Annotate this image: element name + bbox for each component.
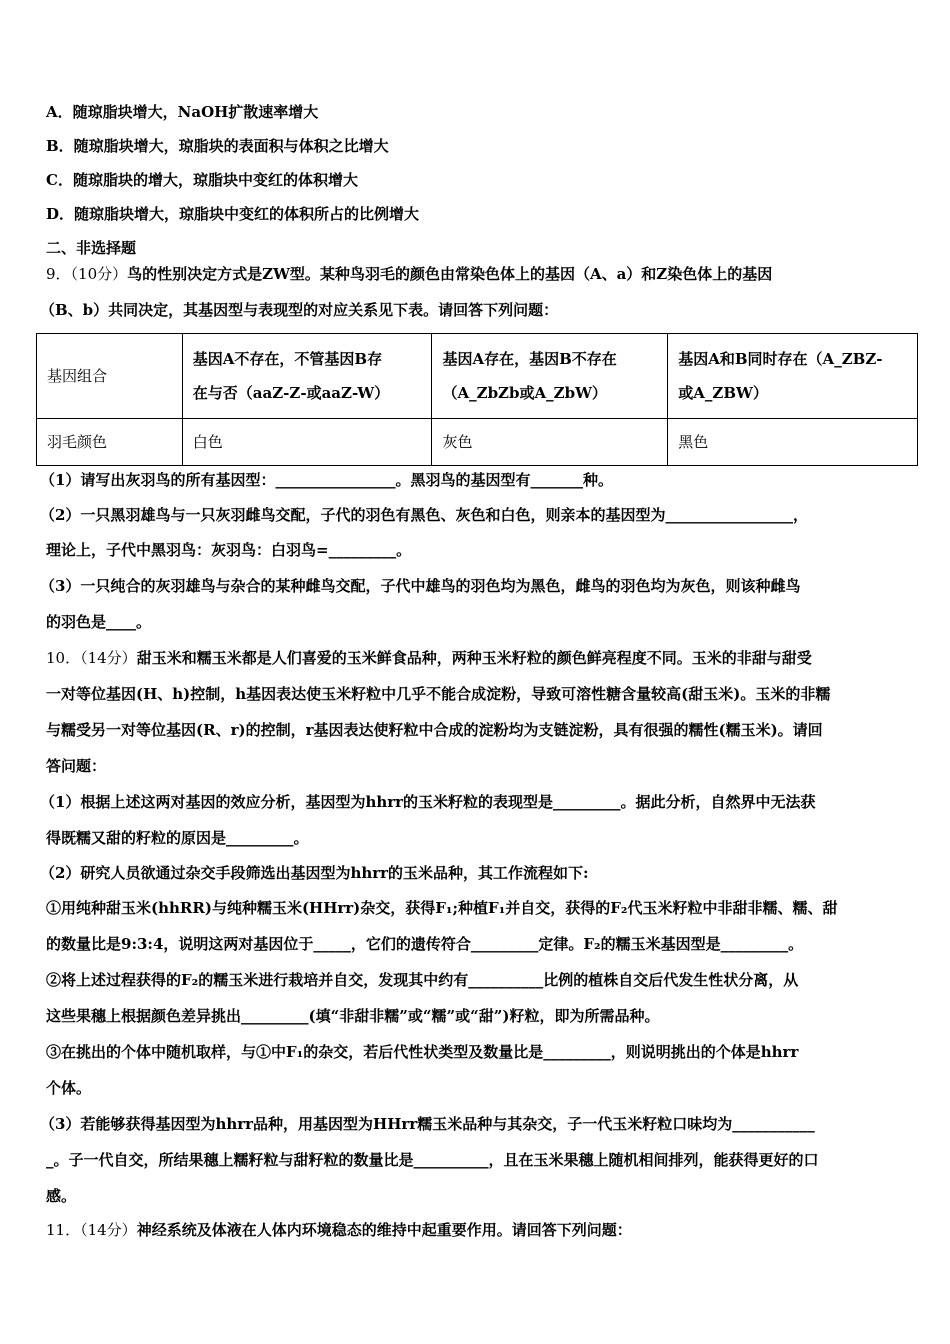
q9-sub3-line2: 的羽色是____。 [46, 613, 152, 631]
q10-sub3-line2: _。子一代自交，所结果穗上糯籽粒与甜籽粒的数量比是__________，且在玉米果穗上随机相间排列，能获得更好的口 [46, 1151, 819, 1169]
table-cell [432, 334, 668, 419]
q10-step1-line2: 的数量比是9:3:4，说明这两对基因位于_____，它们的遗传符合_________定律。F₂的糯玉米基因型是_________。 [46, 935, 804, 953]
q9-stem-text: 鸟的性别决定方式是ZW型。某种鸟羽毛的颜色由常染色体上的基因（A、a）和Z染色体上的基因 [127, 265, 773, 283]
q9-sub2-line1: （2）一只黑羽雄鸟与一只灰羽雌鸟交配，子代的羽色有黑色、灰色和白色，则亲本的基因型为_________________， [40, 506, 808, 524]
option-a: A．随琼脂块增大，NaOH扩散速率增大 [46, 103, 319, 121]
table-cell: 黑色 [668, 419, 918, 466]
table-header-color: 羽毛颜色 [37, 419, 183, 466]
q9-number: 9．（10分） [46, 265, 128, 283]
q9-sub2-line2: 理论上，子代中黑羽鸟：灰羽鸟：白羽鸟=_________。 [46, 541, 412, 559]
q9-sub3-line1: （3）一只纯合的灰羽雄鸟与杂合的某种雌鸟交配，子代中雄鸟的羽色均为黑色，雌鸟的羽色均为灰色，则该种雌鸟 [40, 577, 801, 595]
q11-number: 11．（14分） [46, 1221, 137, 1239]
q10-step2-line2: 这些果穗上根据颜色差异挑出_________(填“非甜非糯”或“糯”或“甜”)籽粒，即为所需品种。 [46, 1007, 660, 1025]
q10-text: 甜玉米和糯玉米都是人们喜爱的玉米鲜食品种，两种玉米籽粒的颜色鲜亮程度不同。玉米的非甜与甜受 [136, 649, 812, 667]
cell-line: 在与否（aaZ-Z-或aaZ-W） [192, 384, 390, 402]
q9-stem-line2: （B、b）共同决定，其基因型与表现型的对应关系见下表。请回答下列问题： [40, 301, 559, 319]
q10-step1-line1: ①用纯种甜玉米(hhRR)与纯种糯玉米(HHrr)杂交，获得F₁;种植F₁并自交，获得的F₂代玉米籽粒中非甜非糯、糯、甜 [46, 899, 838, 917]
option-b: B．随琼脂块增大，琼脂块的表面积与体积之比增大 [46, 137, 389, 155]
q10-number: 10．（14分） [46, 649, 137, 667]
q10-sub3-line3: 感。 [46, 1187, 77, 1205]
q9-sub1: （1）请写出灰羽鸟的所有基因型：________________。黑羽鸟的基因型有_______种。 [40, 471, 613, 489]
q10-step2-line1: ②将上述过程获得的F₂的糯玉米进行栽培并自交，发现其中约有__________比例的植株自交后代发生性状分离，从 [46, 971, 799, 989]
q10-step3-line2: 个体。 [46, 1079, 92, 1097]
q9-stem-line1 [46, 264, 910, 284]
table-header-gene: 基因组合 [37, 334, 183, 419]
cell-line: 基因A和B同时存在（A_ZBZ- [678, 350, 883, 368]
cell-line: 基因A存在，基因B不存在 [442, 350, 617, 368]
genotype-table [36, 333, 918, 466]
cell-line: 基因A不存在，不管基因B存 [192, 350, 383, 368]
table-cell: 灰色 [432, 419, 668, 466]
q10-sub2-line1: （2）研究人员欲通过杂交手段筛选出基因型为hhrr的玉米品种，其工作流程如下: [40, 864, 589, 882]
table-cell: 白色 [182, 419, 432, 466]
cell-line: 或A_ZBW） [678, 384, 768, 402]
option-c: C．随琼脂块的增大，琼脂块中变红的体积增大 [46, 171, 358, 189]
q10-line1 [46, 648, 910, 668]
q10-sub1-line2: 得既糯又甜的籽粒的原因是_________。 [46, 829, 309, 847]
section-title: 二、非选择题 [46, 239, 137, 257]
q10-sub1-line1: （1）根据上述这两对基因的效应分析，基因型为hhrr的玉米籽粒的表现型是_________。据此分析，自然界中无法获 [40, 793, 816, 811]
q11-text: 神经系统及体液在人体内环境稳态的维持中起重要作用。请回答下列问题： [136, 1221, 632, 1239]
table-cell [182, 334, 432, 419]
option-d: D．随琼脂块增大，琼脂块中变红的体积所占的比例增大 [46, 205, 420, 223]
q10-sub3-line1: （3）若能够获得基因型为hhrr品种，用基因型为HHrr糯玉米品种与其杂交，子一代玉米籽粒口味均为___________ [40, 1115, 815, 1133]
q10-line2: 一对等位基因(H、h)控制，h基因表达使玉米籽粒中几乎不能合成淀粉，导致可溶性糖含量较高(甜玉米)。玉米的非糯 [46, 685, 831, 703]
table-row [37, 419, 918, 466]
q10-line4: 答问题： [46, 757, 107, 775]
q11-line1 [46, 1220, 910, 1240]
cell-line: （A_ZbZb或A_ZbW） [442, 384, 607, 402]
table-row [37, 334, 918, 419]
table-cell [668, 334, 918, 419]
q10-line3: 与糯受另一对等位基因(R、r)的控制，r基因表达使籽粒中合成的淀粉均为支链淀粉，具有很强的糯性(糯玉米)。请回 [46, 721, 823, 739]
q10-step3-line1: ③在挑出的个体中随机取样，与①中F₁的杂交，若后代性状类型及数量比是_________，则说明挑出的个体是hhrr [46, 1043, 799, 1061]
